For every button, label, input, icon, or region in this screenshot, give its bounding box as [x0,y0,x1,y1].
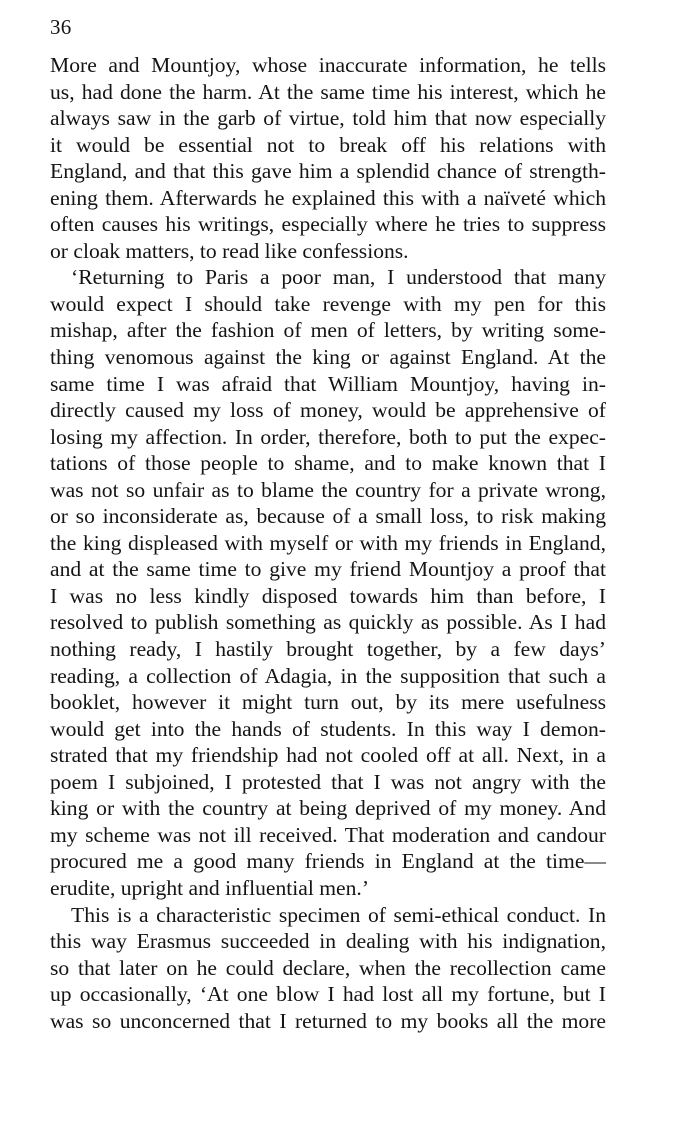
page-number: 36 [50,15,72,39]
text-line: nothing ready, I hastily brought together, by a few days’ [50,637,606,662]
text-line: same time I was afraid that William Mountjoy, having in- [50,371,606,396]
text-line: up occasionally, ‘At one blow I had lost all my fortune, but I [50,982,606,1007]
text-line: strated that my friendship had not cooled off at all. Next, in a [50,743,606,768]
text-line: procured me a good many friends in England at the time— [50,849,606,874]
text-line: mishap, after the fashion of men of letters, by writing some- [50,318,606,343]
text-line: losing my affection. In order, therefore, both to put the expec- [50,424,606,449]
text-line: often causes his writings, especially where he tries to suppress [50,212,606,237]
text-line: I was no less kindly disposed towards him than before, I [50,583,606,608]
text-line: so that later on he could declare, when the recollection came [50,955,606,980]
text-line: was so unconcerned that I returned to my books all the more [50,1008,606,1033]
text-line: king or with the country at being deprived of my money. And [50,796,606,821]
text-line: This is a characteristic specimen of semi-ethical conduct. In [71,902,606,927]
text-line: reading, a collection of Adagia, in the supposition that such a [50,663,606,688]
text-line: booklet, however it might turn out, by its mere usefulness [50,690,606,715]
text-line: and at the same time to give my friend Mountjoy a proof that [50,557,606,582]
text-line: resolved to publish something as quickly as possible. As I had [50,610,606,635]
text-line: it would be essential not to break off his relations with [50,132,606,157]
text-line: would get into the hands of students. In this way I demon- [50,716,606,741]
text-line: poem I subjoined, I protested that I was not angry with the [50,769,606,794]
text-line: or so inconsiderate as, because of a small loss, to risk making [50,504,606,529]
text-line: would expect I should take revenge with my pen for this [50,291,606,316]
text-line: thing venomous against the king or against England. At the [50,345,606,370]
text-line: this way Erasmus succeeded in dealing with his indignation, [50,929,606,954]
text-line: England, and that this gave him a splendid chance of strength- [50,159,606,184]
text-line: More and Mountjoy, whose inaccurate information, he tells [50,53,606,77]
text-line: us, had done the harm. At the same time his interest, which he [50,79,606,104]
text-line: or cloak matters, to read like confessions. [50,238,409,263]
text-line: erudite, upright and influential men.’ [50,875,370,900]
text-line: ‘Returning to Paris a poor man, I understood that many [71,265,606,290]
text-line: always saw in the garb of virtue, told him that now especially [50,106,606,131]
body-text [50,52,606,1034]
text-line: directly caused my loss of money, would be apprehensive of [50,398,606,423]
text-line: ening them. Afterwards he explained this with a naïveté which [50,185,606,210]
text-line: was not so unfair as to blame the country for a private wrong, [50,477,606,502]
text-line: the king displeased with myself or with my friends in England, [50,530,606,555]
text-line: my scheme was not ill received. That moderation and candour [50,822,606,847]
text-line: tations of those people to shame, and to make known that I [50,451,606,476]
